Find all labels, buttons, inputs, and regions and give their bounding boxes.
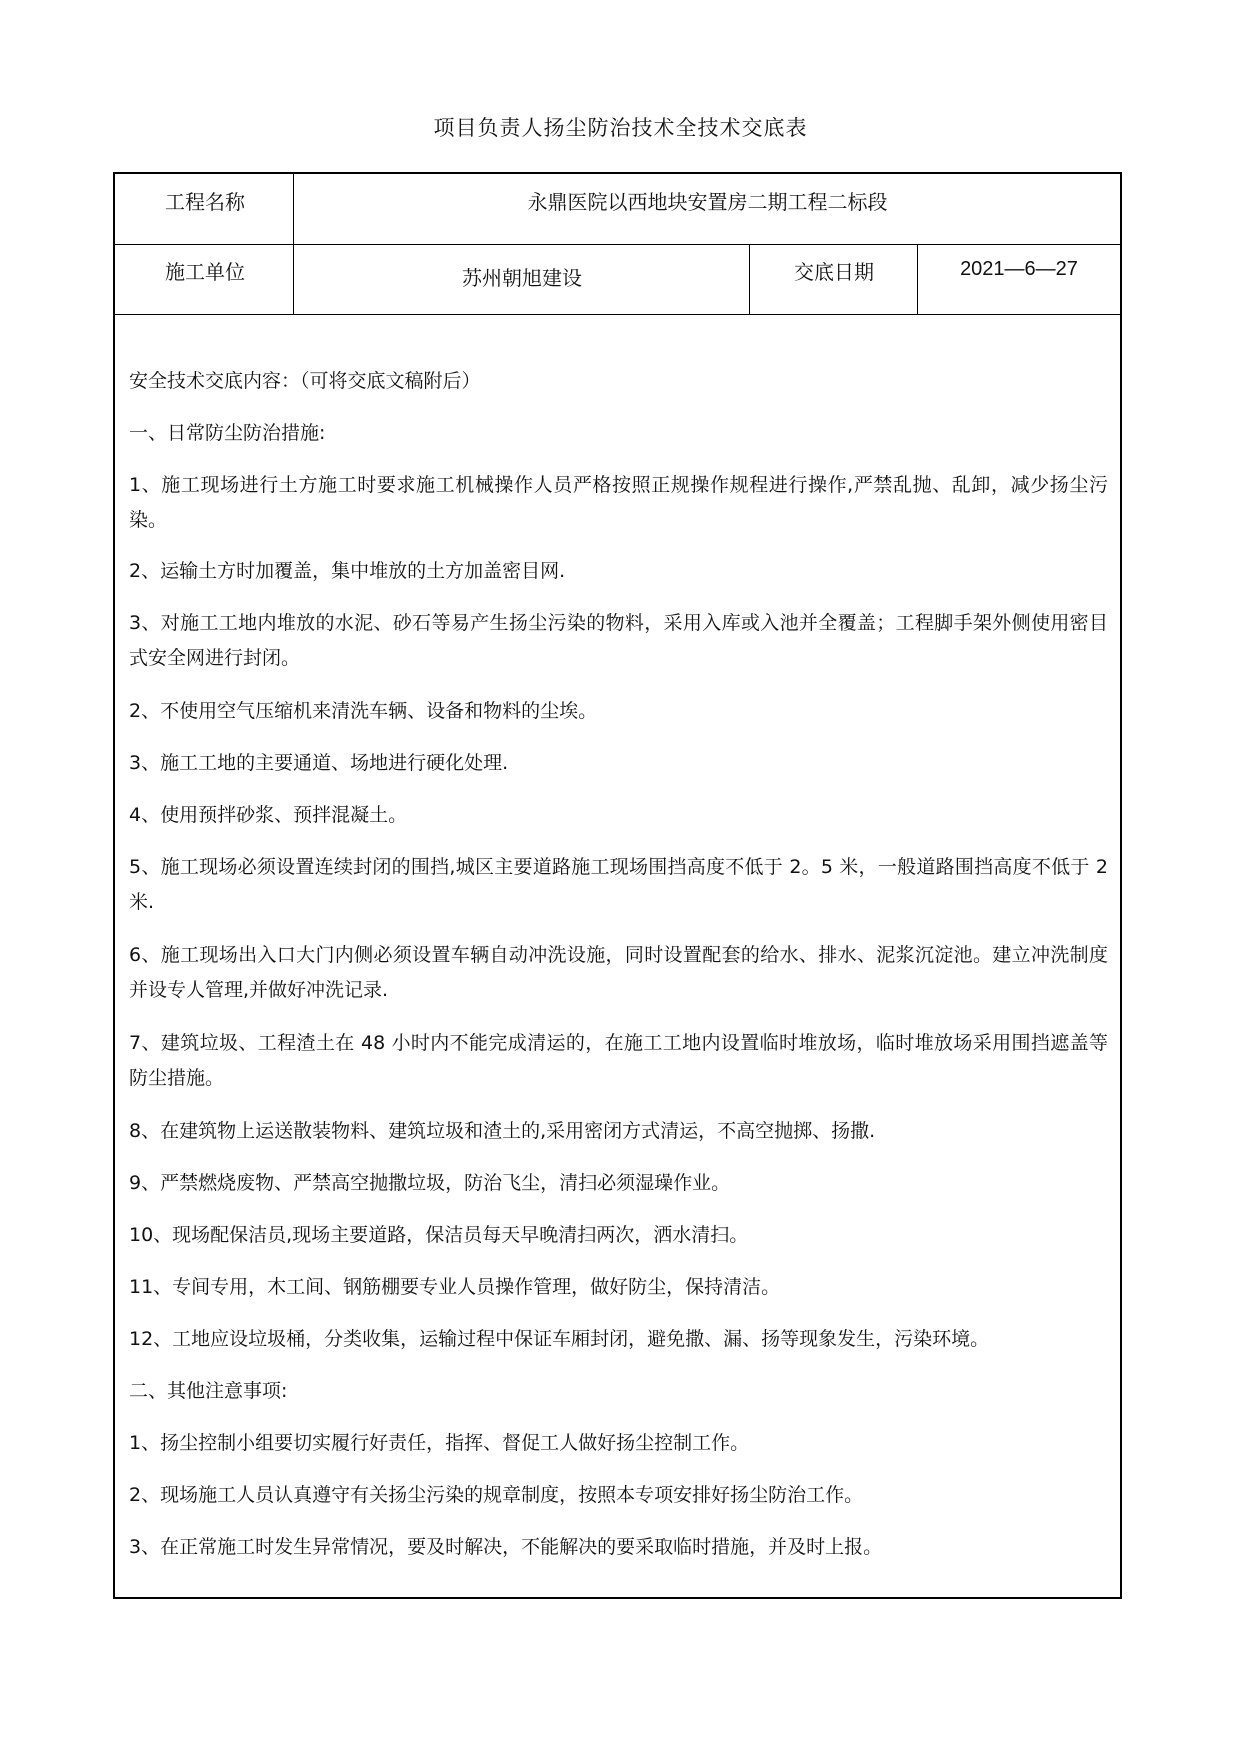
row-divider xyxy=(115,244,1120,245)
list-item: 12、工地应设垃圾桶，分类收集，运输过程中保证车厢封闭，避免撒、漏、扬等现象发生，污染环境。 xyxy=(129,1328,990,1350)
list-item: 3、对施工工地内堆放的水泥、砂石等易产生扬尘污染的物料，采用入库或入池并全覆盖；工程脚手架外侧使用密目式安全网进行封闭。 xyxy=(129,612,1108,669)
row-divider xyxy=(115,314,1120,315)
list-item: 1、扬尘控制小组要切实履行好责任，指挥、督促工人做好扬尘控制工作。 xyxy=(129,1432,750,1454)
list-item: 1、施工现场进行土方施工时要求施工机械操作人员严格按照正规操作规程进行操作,严禁乱抛、乱卸，减少扬尘污染。 xyxy=(129,474,1108,531)
list-item: 4、使用预拌砂浆、预拌混凝土。 xyxy=(129,804,408,826)
project-name-value: 永鼎医院以西地块安置房二期工程二标段 xyxy=(527,190,888,214)
column-divider xyxy=(293,174,294,314)
content-intro: 安全技术交底内容：（可将交底文稿附后） xyxy=(129,370,481,392)
section-heading: 一、日常防尘防治措施: xyxy=(129,422,326,444)
list-item: 9、严禁燃烧废物、严禁高空抛撒垃圾，防治飞尘，清扫必须湿璪作业。 xyxy=(129,1172,731,1194)
list-item: 3、在正常施工时发生异常情况，要及时解决，不能解决的要采取临时措施，并及时上报。 xyxy=(129,1536,883,1558)
list-item: 10、现场配保洁员,现场主要道路，保洁员每天早晚清扫两次，洒水清扫。 xyxy=(129,1224,749,1246)
construction-unit-value: 苏州朝旭建设 xyxy=(462,266,582,290)
list-item: 11、专间专用，木工间、钢筋棚要专业人员操作管理，做好防尘，保持清洁。 xyxy=(129,1276,781,1298)
list-item: 2、现场施工人员认真遵守有关扬尘污染的规章制度，按照本专项安排好扬尘防治工作。 xyxy=(129,1484,864,1506)
document-title: 项目负责人扬尘防治技术全技术交底表 xyxy=(433,116,808,140)
list-item: 6、施工现场出入口大门内侧必须设置车辆自动冲洗设施，同时设置配套的给水、排水、泥浆沉淀池。建立冲洗制度并设专人管理,并做好冲洗记录. xyxy=(129,944,1108,1001)
list-item: 2、不使用空气压缩机来清洗车辆、设备和物料的尘埃。 xyxy=(129,700,598,722)
list-item: 3、施工工地的主要通道、场地进行硬化处理. xyxy=(129,752,509,774)
handover-date-label: 交底日期 xyxy=(794,260,874,284)
list-item: 7、建筑垃圾、工程渣土在 48 小时内不能完成清运的，在施工工地内设置临时堆放场，临时堆放场采用围挡遮盖等防尘措施。 xyxy=(129,1032,1108,1089)
handover-table xyxy=(113,172,1122,1599)
project-name-label: 工程名称 xyxy=(165,190,245,214)
list-item: 5、施工现场必须设置连续封闭的围挡,城区主要道路施工现场围挡高度不低于 2。5 米，一般道路围挡高度不低于 2 米. xyxy=(129,856,1108,913)
list-item: 2、运输土方时加覆盖，集中堆放的土方加盖密目网. xyxy=(129,560,566,582)
construction-unit-label: 施工单位 xyxy=(165,260,245,284)
column-divider xyxy=(917,244,918,314)
handover-date-value: 2021—6—27 xyxy=(960,258,1078,280)
column-divider xyxy=(749,244,750,314)
list-item: 8、在建筑物上运送散装物料、建筑垃圾和渣土的,采用密闭方式清运，不高空抛掷、扬撒. xyxy=(129,1120,876,1142)
section-heading: 二、其他注意事项: xyxy=(129,1380,288,1402)
